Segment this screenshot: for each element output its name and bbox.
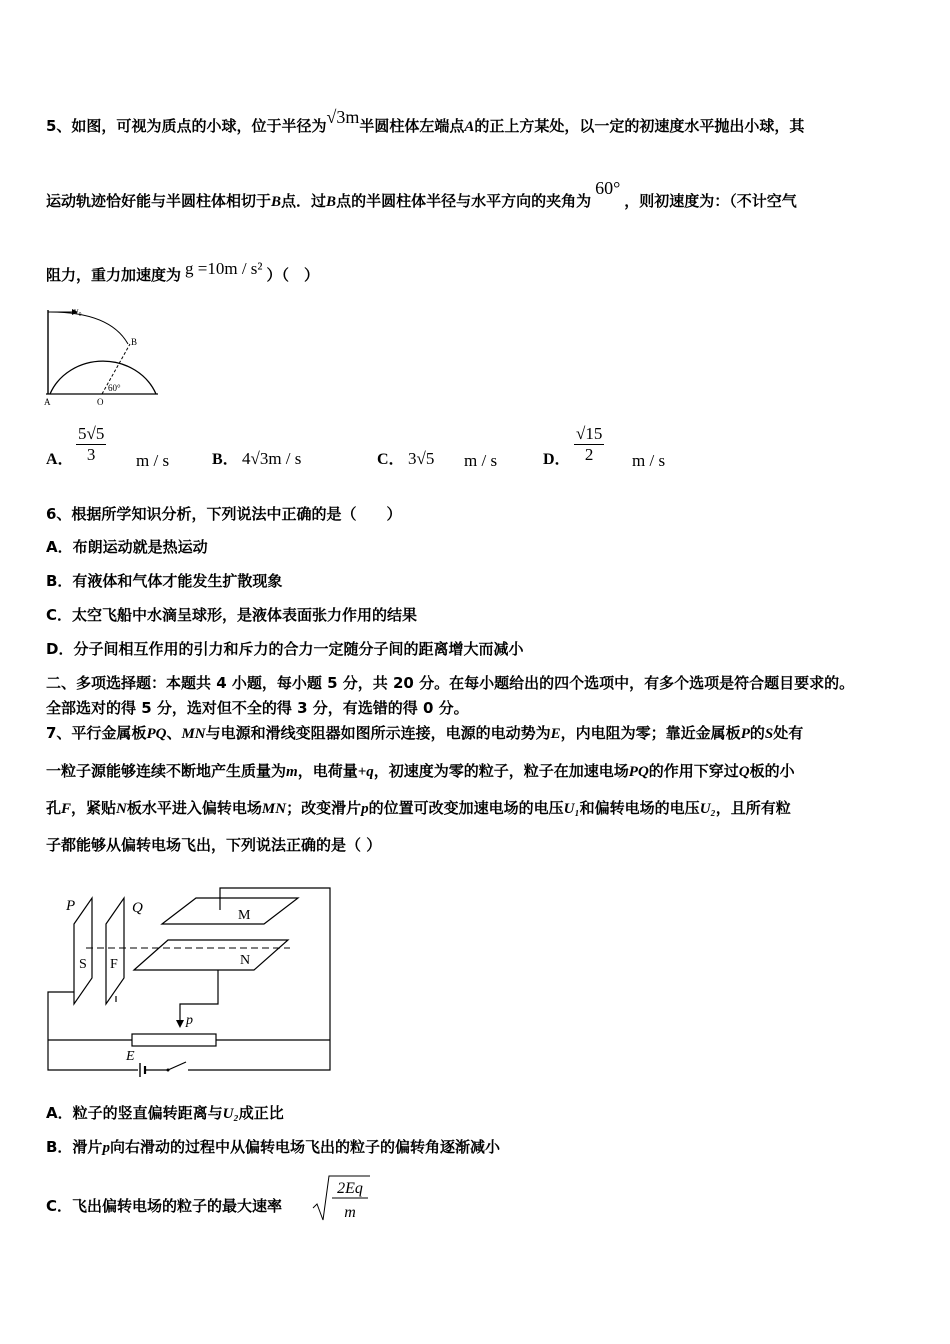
q7-fig-label-Q: Q [132,900,143,916]
q6-option-B[interactable]: B．有液体和气体才能发生扩散现象 [46,572,283,590]
q6-option-C[interactable]: C．太空飞船中水滴呈球形，是液体表面张力作用的结果 [46,606,418,624]
q6-option-D[interactable]: D．分子间相互作用的引力和斥力的合力一定随分子间的距离增大而减小 [46,640,524,658]
q7-line-2: 一粒子源能够连续不断地产生质量为m，电荷量+q，初速度为零的粒子，粒子在加速电场PQ的作用下穿过Q板的小 [46,762,795,780]
q7-option-A[interactable]: A．粒子的竖直偏转距离与U₂成正比 [46,1104,284,1122]
q7-fig-label-P: P [66,898,76,914]
section2-heading-2: 全部选对的得 5 分，选对但不全的得 3 分，有选错的得 0 分。 [46,699,469,717]
q5-fig-label-B: B [131,337,138,347]
q7-fig-plate-M [162,898,298,924]
q7-fig-plate-Q [106,898,124,1004]
q6-option-A[interactable]: A．布朗运动就是热运动 [46,538,208,556]
q7-fig-plate-P [74,898,92,1004]
q7-fig-label-M: M [238,908,251,923]
q7-fig-label-E: E [126,1049,135,1064]
q5-fig-v0-label: v₀ [74,306,82,316]
q5-line-2: 运动轨迹恰好能与半圆柱体相切于B点．过B点的半圆柱体半径与水平方向的夹角为60°，则初速度为：（不计空气 [46,178,797,210]
q7-option-C-denominator: m [344,1204,356,1221]
q7-fig-rheostat [132,1034,216,1046]
q7-fig-plate-N [134,940,288,970]
q7-figure [44,884,336,1084]
section2-heading-1: 二、多项选择题：本题共 4 小题，每小题 5 分，共 20 分。在每小题给出的四个选项中，有多个选项是符合题目要求的。 [46,674,855,692]
q5-radius: √3m [326,107,360,127]
q5-angle: 60° [595,178,621,198]
q7-fig-label-p: p [186,1013,193,1028]
q7-line-3: 孔F，紧贴N板水平进入偏转电场MN；改变滑片p的位置可改变加速电场的电压U₁和偏转电场的电压U₂，且所有粒 [46,799,791,817]
q5-fig-trajectory [50,312,128,344]
q5-fig-semicircle [50,361,156,394]
q7-fig-slider-arrow [176,1020,184,1028]
q5-fig-label-O: O [97,397,104,407]
q5-fig-label-A: A [44,397,51,407]
q5-option-D-fraction: $\frac{√15}{2}$ [576,424,603,464]
q6-stem: 6、根据所学知识分析，下列说法中正确的是（ ） [46,505,402,523]
q7-fig-label-F: F [110,957,118,972]
q7-option-B[interactable]: B．滑片p向右滑动的过程中从偏转电场飞出的粒子的偏转角逐渐减小 [46,1138,500,1156]
q7-fig-label-N: N [240,953,251,968]
q7-line-4: 子都能够从偏转电场飞出，下列说法正确的是（ ） [46,836,382,854]
q5-fig-angle-label: 60° [108,383,121,393]
q5-gravity: g =10m / s² [185,259,263,278]
q7-fig-wire-bottom-left [48,1040,138,1070]
q7-line-1: 7、平行金属板PQ、MN与电源和滑线变阻器如图所示连接，电源的电动势为E，内电阻为零；靠近金属板P的S处有 [46,724,804,742]
q7-fig-switch [168,1062,186,1070]
q7-fig-label-S: S [79,957,87,972]
q7-fig-wire-P [48,992,74,1040]
q7-option-C[interactable]: C．飞出偏转电场的粒子的最大速率 [46,1197,283,1215]
q5-option-A-fraction: $\frac{5√5}{3}$ [78,424,105,464]
q7-option-C-sqrt [312,1172,372,1224]
q7-option-C-numerator: 2Eq [337,1180,363,1197]
q5-line-3: 阻力，重力加速度为 g =10m / s² ）（ ） [46,259,320,284]
q5-figure [40,302,170,408]
q5-line-1: 5、如图，可视为质点的小球，位于半径为√3m半圆柱体左端点A的正上方某处，以一定的初速度水平抛出小球，其 [46,107,805,135]
